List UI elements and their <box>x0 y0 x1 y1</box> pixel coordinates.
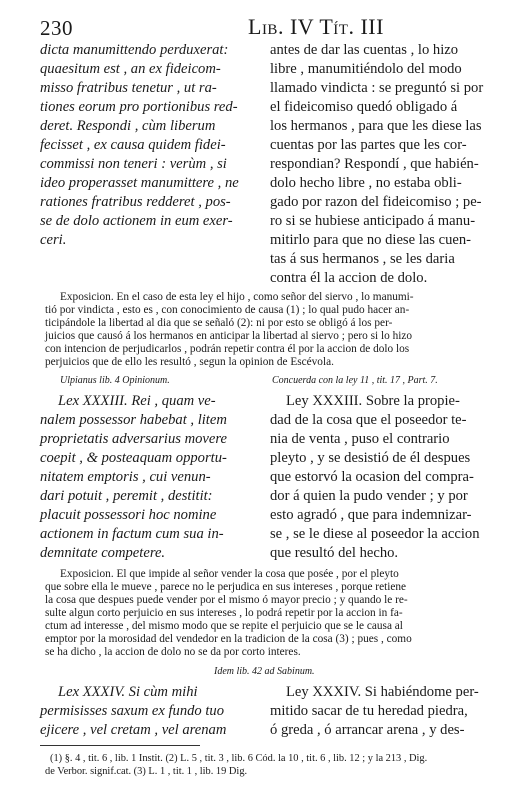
exposicion-line: juicios que causó á los hermanos en anticipar la libertad al siervo ; pero si lo hizo <box>45 330 413 342</box>
latin-line: Lex XXXIII. Rei , quam ve- <box>58 393 216 409</box>
latin-line: commissi non teneri : verùm , si <box>40 156 227 172</box>
latin-line: actionem in factum cum sua in- <box>40 526 224 542</box>
spanish-line: ro si se hubiese anticipado á manu- <box>270 213 476 229</box>
spanish-line: nia de venta , puso el contrario <box>270 431 450 447</box>
spanish-line: llamado vindicta : se preguntó si por <box>270 80 484 96</box>
spanish-line: dolo hecho libre , no estaba obli- <box>270 175 462 191</box>
exposicion-line: ctum ad interesse , del mismo modo que se repite el perjuicio que se le causa al <box>45 620 403 632</box>
latin-line: deret. Respondi , cùm liberum <box>40 118 216 134</box>
latin-line: coepit , & posteaquam opportu- <box>40 450 227 466</box>
spanish-line: tas á sus hermanos , se les daria <box>270 251 455 267</box>
latin-line: se de dolo actionem in eum exer- <box>40 213 233 229</box>
latin-line: quaesitum est , an ex fideicom- <box>40 61 221 77</box>
spanish-line: cuentas por las partes que les cor- <box>270 137 467 153</box>
spanish-line: respondian? Respondí , que habién- <box>270 156 479 172</box>
latin-line: permisisses saxum ex fundo tuo <box>40 703 225 719</box>
latin-line: dari potuit , peremit , destitit: <box>40 488 213 504</box>
exposicion-line: emptor por la morosidad del vendedor en la tradicion de la cosa (3) ; pues , como <box>45 633 412 645</box>
exposicion-line: con intencion de perjudicarlos , podrán repetir contra él por la accion de dolo los <box>45 343 410 355</box>
exposicion-line: Exposicion. En el caso de esta ley el hijo , como señor del siervo , lo manumi- <box>60 291 414 303</box>
latin-line: proprietatis adversarius movere <box>40 431 227 447</box>
spanish-line: contra él la accion de dolo. <box>270 270 428 286</box>
latin-line: Lex XXXIV. Si cùm mihi <box>58 684 198 700</box>
footnote-divider <box>40 745 200 746</box>
footnote-line: de Verbor. signif.cat. (3) L. 1 , tit. 1 , lib. 19 Dig. <box>45 766 248 777</box>
spanish-line: gado por razon del fideicomiso ; pe- <box>270 194 482 210</box>
latin-line: dicta manumittendo perduxerat: <box>40 42 229 58</box>
spanish-line: ó greda , ó arrancar arena , y des- <box>270 722 465 738</box>
latin-line: tiones eorum pro portionibus red- <box>40 99 238 115</box>
concordance-citation: Concuerda con la ley 11 , tit. 17 , Part. 7. <box>272 375 438 386</box>
source-citation: Ulpianus lib. 4 Opinionum. <box>60 375 170 386</box>
latin-line: placuit possessori hoc nomine <box>40 507 217 523</box>
latin-line: ejicere , vel cretam , vel arenam <box>40 722 227 738</box>
spanish-line: los hermanos , para que les diese las <box>270 118 482 134</box>
spanish-line: mitirlo para que no diese las cuen- <box>270 232 471 248</box>
exposicion-line: ticipándole la libertad al dia que se señaló (2): ni por esto se obligó á los per- <box>45 317 393 329</box>
exposicion-line: sulte algun corto perjuicio en sus intereses , lo podrá repetir por la accion in fa- <box>45 607 403 619</box>
spanish-line: Ley XXXIII. Sobre la propie- <box>286 393 460 409</box>
spanish-line: que resultó del hecho. <box>270 545 399 561</box>
running-title: Lib. IV Tít. III <box>248 14 384 39</box>
spanish-line: mitido sacar de tu heredad piedra, <box>270 703 468 719</box>
spanish-line: dad de la cosa que el poseedor te- <box>270 412 467 428</box>
spanish-line: libre , manumitiéndolo del modo <box>270 61 462 77</box>
latin-line: nitatem emptoris , cui venun- <box>40 469 211 485</box>
spanish-line: que estorvó la ocasion del compra- <box>270 469 474 485</box>
latin-line: rationes fratribus redderet , pos- <box>40 194 231 210</box>
spanish-line: pleyto , y se desistió de él despues <box>270 450 471 466</box>
exposicion-line: se ha dicho , la accion de dolo no se da por corto interes. <box>45 646 301 658</box>
exposicion-line: que sobre ella le mueve , parece no le perjudica en sus intereses , porque retiene <box>45 581 407 593</box>
latin-line: fecisset , ex causa quidem fidei- <box>40 137 226 153</box>
exposicion-line: perjuicios que de ello les resultó , segun la opinion de Escévola. <box>45 356 334 368</box>
latin-line: ceri. <box>40 232 67 248</box>
latin-line: misso fratribus tenetur , ut ra- <box>40 80 217 96</box>
latin-line: ideo properasset manumittere , ne <box>40 175 239 191</box>
spanish-line: esto agradó , que para indemnizar- <box>270 507 472 523</box>
exposicion-line: la cosa que despues puede vender por el mismo ó mayor precio ; y quando le re- <box>45 594 408 606</box>
footnote-line: (1) §. 4 , tit. 6 , lib. 1 Instit. (2) L. 5 , tit. 3 , lib. 6 Cód. la 10 , tit. 6 , lib. 12 ; y la 213 , Dig. <box>50 753 428 764</box>
exposicion-line: Exposicion. El que impide al señor vender la cosa que posée , por el pleyto <box>60 568 399 580</box>
spanish-line: dor á quien la pudo vender ; y por <box>270 488 468 504</box>
spanish-line: el fideicomiso quedó obligado á <box>270 99 458 115</box>
latin-line: nalem possessor habebat , litem <box>40 412 227 428</box>
spanish-line: antes de dar las cuentas , lo hizo <box>270 42 459 58</box>
latin-line: demnitate competere. <box>40 545 166 561</box>
exposicion-line: tió por vindicta , esto es , con conocimiento de causa (1) ; lo qual pudo hacer an- <box>45 304 410 316</box>
source-citation: Idem lib. 42 ad Sabinum. <box>214 666 315 677</box>
spanish-line: Ley XXXIV. Si habiéndome per- <box>286 684 479 700</box>
spanish-line: se , se le diese al poseedor la accion <box>270 526 480 542</box>
page-number: 230 <box>40 16 73 40</box>
